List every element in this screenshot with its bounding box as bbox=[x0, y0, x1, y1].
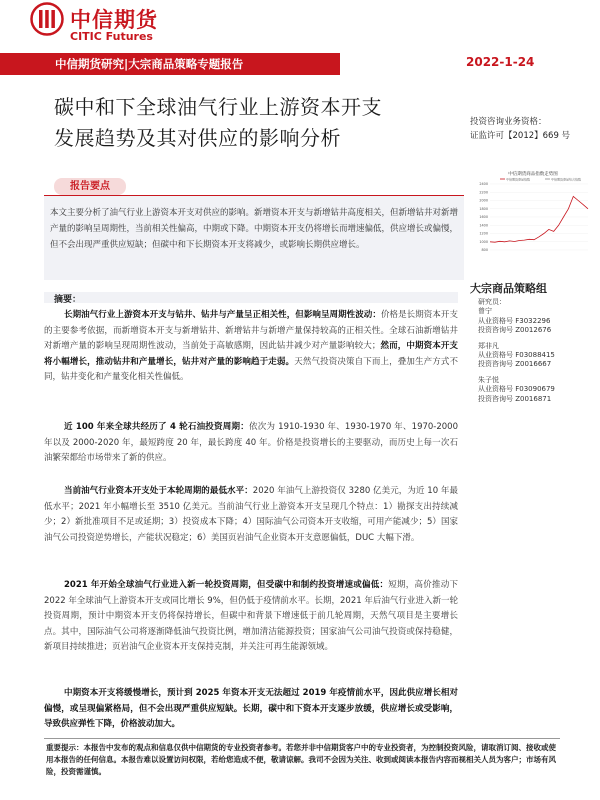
researcher-1-advisory: 投资咨询号 Z0012676 bbox=[478, 326, 552, 335]
y-tick-label: 2400 bbox=[479, 182, 488, 187]
report-title bbox=[54, 92, 382, 154]
p2-lead: 近 100 年来全球共经历了 4 轮石油投资周期： bbox=[64, 422, 250, 432]
disclaimer-text: 本报告中发布的观点和信息仅供中信期货的专业投资者参考。若您并非中信期货客户中的专业投资者，为控制投资风险，请取消订阅、接收或使用本报告的任何信息。本报告难以设置访问权限，若给您造成不便，敬请谅解。我司不会因为关注、收到或阅读本报告内容而视相关人员为客户；市场有风险，投资需谨慎。 bbox=[46, 743, 556, 776]
summary-paragraph-1 bbox=[44, 308, 458, 386]
strategy-group-title: 大宗商品策略组 bbox=[470, 282, 547, 295]
logo-english-name: CITIC Futures bbox=[70, 30, 153, 43]
p4-lead: 2021 年开始全球油气行业进入新一轮投资周期，但受碳中和制约投资增速或偏低： bbox=[64, 580, 389, 590]
summary-paragraph-2 bbox=[44, 420, 458, 467]
y-tick-label: 1400 bbox=[479, 223, 488, 228]
researcher-1-name: 曾宁 bbox=[478, 307, 492, 316]
disclaimer-divider bbox=[44, 738, 560, 739]
qualification-info bbox=[470, 115, 570, 143]
p1-body-a: 价格是长期资本开支的主要参考依据，而新增资本开支与新增钻井、新增钻井与新增产量保持较高的正相关性。全球石油新增钻井对新增产量的影响呈现周期性波动，当前处于高敏感期，因此钻井减少对产量影响较大； bbox=[44, 310, 458, 351]
title-line-2: 发展趋势及其对供应的影响分析 bbox=[54, 126, 341, 150]
p1-emphasis: 然而，中期资本开支将小幅增长，推动钻井和产量增长，钻井对产量的影响趋于走弱。 bbox=[44, 341, 458, 367]
y-tick-label: 800 bbox=[481, 248, 488, 253]
summary-header-bar bbox=[44, 292, 458, 303]
chart-title: 中信期货商品指数走势图 bbox=[508, 172, 558, 177]
disclaimer-label: 重要提示： bbox=[46, 743, 84, 752]
qualification-line-1: 投资咨询业务资格： bbox=[470, 117, 547, 127]
p4-body: 短期，高价推动下 2022 年全球油气上游资本开支或同比增长 9%，但仍低于疫情前水平。长期，2021 年后油气行业进入新一轮投资周期，预计中期资本开支仍将保持增长，但碳中和背景下增速低于前几轮周期，天然气项目是主要增长点。其中，国际油气公司将逐渐降低油气投资比例，增加清洁能源投资；国家油气公司油气投资或保持稳健，新项目持续推进；页岩油气企业资本开支保持克制，并关注可再生能源领域。 bbox=[44, 580, 458, 652]
report-series-banner: 中信期货研究|大宗商品策略专题报告 bbox=[0, 53, 340, 75]
researcher-label: 研究员： bbox=[478, 298, 506, 306]
summary-label: 摘要： bbox=[54, 295, 82, 305]
p1-lead: 长期油气行业上游资本开支与钻井、钻井与产量呈正相关性，但影响呈周期性波动： bbox=[64, 310, 381, 320]
researcher-3-advisory: 投资咨询号 Z0016871 bbox=[478, 394, 552, 403]
y-tick-label: 1800 bbox=[479, 206, 488, 211]
p1-body-b: 天然气投资决策自下而上，叠加生产方式不同，钻井变化和产量变化相关性偏低。 bbox=[44, 356, 458, 382]
y-tick-label: 1000 bbox=[479, 239, 488, 244]
summary-paragraph-5 bbox=[44, 686, 458, 733]
citic-logo-mark bbox=[30, 2, 64, 36]
y-tick-label: 2000 bbox=[479, 198, 488, 203]
legend-entry-2: 中信期货商品综合指数 bbox=[551, 177, 582, 182]
p2-body: 依次为 1910-1930 年、1930-1970 年、1970-2000 年以及 2000-2020 年，最短跨度 20 年，最长跨度 40 年。价格是投资增长的主要驱动，而历史上每一次石油繁荣都给市场带来了新的供应。 bbox=[44, 422, 458, 463]
disclaimer bbox=[46, 742, 556, 778]
p5-text: 中期资本开支将缓慢增长，预计到 2025 年资本开支无法超过 2019 年疫情前水平，因此供应增长相对偏慢，或呈现偏紧格局，但不会出现严重供应短缺。长期，碳中和下资本开支逐步放缓，供应增长或受影响，导致供应弹性下降，价格波动加大。 bbox=[44, 688, 458, 729]
key-points-text: 本文主要分析了油气行业上游资本开支对供应的影响。新增资本开支与新增钻井高度相关，但新增钻井对新增产量的影响呈周期性，当前相关性偏高，中期或下降。中期资本开支仍将增长而增速偏低，供应增长或偏慢，但不会出现严重供应短缺；但碳中和下长期资本开支将减少，或影响长期供应增长。 bbox=[50, 208, 459, 251]
p3-body: 2020 年油气上游投资仅 3280 亿美元，为近 10 年最低水平；2021 年小幅增长至 3510 亿美元。当前油气行业上游资本开支呈现几个特点：1）勘探支出持续减少；2）新批准项目不足或延期；3）投资成本下降；4）国际油气公司资本开支收缩，可用产能减少；5）国家油气公司投资逆势增长，产能状况稳定；6）美国页岩油气企业资本开支意愿偏低，DUC 大幅下滑。 bbox=[44, 486, 458, 543]
researcher-2-license: 从业资格号 F03088415 bbox=[478, 351, 555, 360]
researcher-2-name: 郑非凡 bbox=[478, 341, 499, 350]
researcher-3-license: 从业资格号 F03090679 bbox=[478, 385, 555, 394]
key-points-tab: 报告要点 bbox=[54, 178, 126, 195]
report-date: 2022-1-24 bbox=[466, 55, 535, 69]
logo-chinese-name: 中信期货 bbox=[70, 8, 158, 32]
chart-series-line bbox=[490, 196, 588, 242]
researcher-1-license: 从业资格号 F3032296 bbox=[478, 316, 551, 325]
legend-entry-1: 中信期货商品指数 bbox=[506, 177, 531, 182]
title-line-1: 碳中和下全球油气行业上游资本开支 bbox=[54, 95, 382, 119]
qualification-line-2: 证监许可【2012】669 号 bbox=[470, 131, 571, 141]
researcher-2-advisory: 投资咨询号 Z0016667 bbox=[478, 360, 552, 369]
p3-lead: 当前油气行业资本开支处于本轮周期的最低水平： bbox=[64, 486, 253, 496]
summary-paragraph-3 bbox=[44, 484, 458, 546]
y-tick-label: 1600 bbox=[479, 215, 488, 220]
researcher-list bbox=[478, 298, 555, 404]
y-tick-label: 1200 bbox=[479, 231, 488, 236]
y-tick-label: 2200 bbox=[479, 190, 488, 195]
researcher-3-name: 朱子悦 bbox=[478, 375, 499, 384]
commodity-index-chart bbox=[472, 168, 594, 258]
summary-paragraph-4 bbox=[44, 578, 458, 656]
